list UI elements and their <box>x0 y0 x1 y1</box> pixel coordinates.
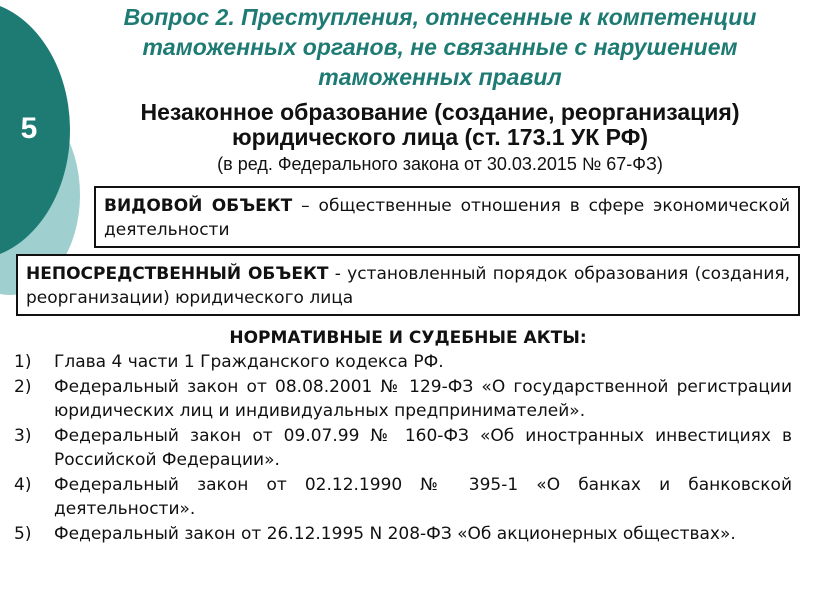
direct-object-text: - установленный порядок образования (создания, реорганизации) юридического лица <box>26 264 790 308</box>
list-item-text: Глава 4 части 1 Гражданского кодекса РФ. <box>54 352 444 372</box>
edition-note: (в ред. Федерального закона от 30.03.2015 № 67-ФЗ) <box>217 154 663 174</box>
question-title: Вопрос 2. Преступления, отнесенные к компетенции таможенных органов, не связанные с нарушением таможенных правил <box>123 4 757 90</box>
list-item-text: Федеральный закон от 02.12.1990 № 395-1 «О банках и банковской деятельности». <box>54 474 792 519</box>
direct-object-label: НЕПОСРЕДСТВЕННЫЙ ОБЪЕКТ <box>26 264 329 284</box>
generic-object-text: – общественные отношения в сфере экономической деятельности <box>104 196 791 240</box>
generic-object-box <box>94 186 800 248</box>
list-item-number: 5) <box>14 523 32 544</box>
slide-number: 5 <box>20 112 38 145</box>
list-item-number: 1) <box>14 352 32 372</box>
list-item-number: 3) <box>14 425 32 446</box>
list-item-number: 4) <box>14 474 32 495</box>
list-item <box>14 522 792 547</box>
list-item <box>14 350 792 375</box>
generic-object-label: ВИДОВОЙ ОБЪЕКТ <box>104 196 293 216</box>
acts-title: НОРМАТИВНЫЕ И СУДЕБНЫЕ АКТЫ: <box>229 328 587 348</box>
list-item-text: Федеральный закон от 08.08.2001 № 129-ФЗ «О государственной регистрации юридических лиц и индивидуальных предпринимателей». <box>54 376 792 421</box>
list-item <box>14 375 792 424</box>
acts-list <box>14 350 792 546</box>
article-title: Незаконное образование (создание, реорганизация) юридического лица (ст. 173.1 УК РФ) <box>140 99 740 150</box>
list-item <box>14 473 792 522</box>
list-item <box>14 424 792 473</box>
list-item-number: 2) <box>14 376 32 397</box>
direct-object-box <box>16 254 800 316</box>
list-item-text: Федеральный закон от 26.12.1995 N 208-ФЗ «Об акционерных обществах». <box>54 523 736 544</box>
list-item-text: Федеральный закон от 09.07.99 № 160-ФЗ «Об иностранных инвестициях в Российской Федерации». <box>54 425 792 470</box>
